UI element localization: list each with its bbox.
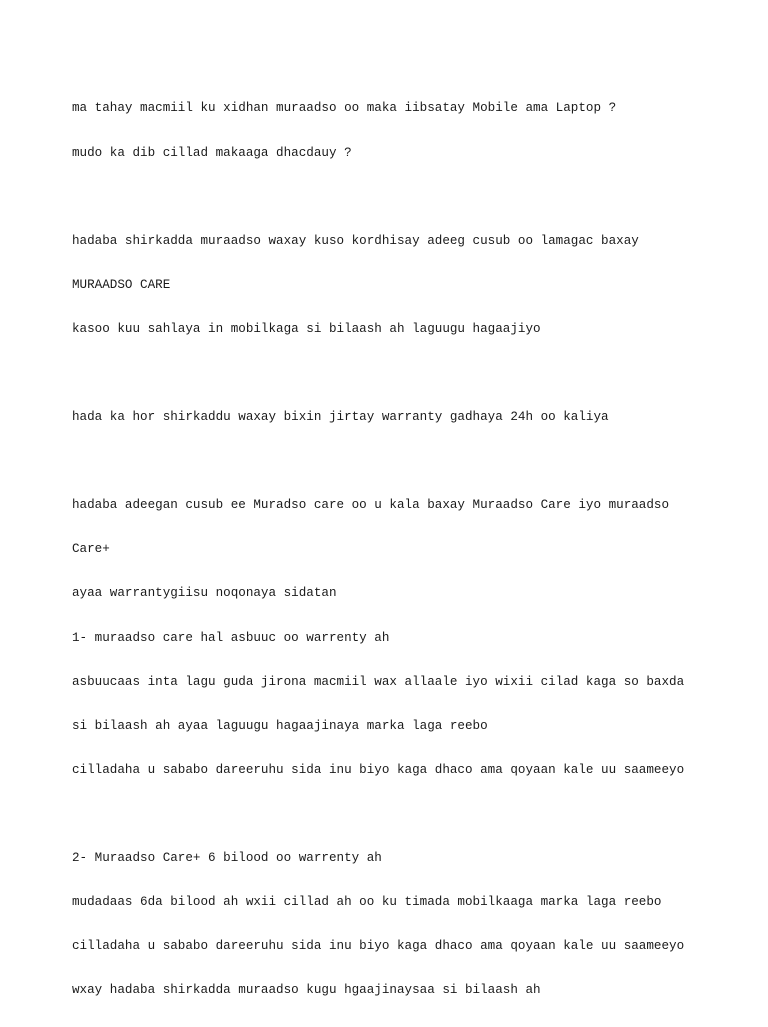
- text-line: hadaba shirkadda muraadso waxay kuso kordhisay adeeg cusub oo lamagac baxay: [72, 233, 639, 248]
- text-line: 2- Muraadso Care+ 6 bilood oo warrenty ah: [72, 851, 382, 865]
- text-line: cilladaha u sababo dareeruhu sida inu biyo kaga dhaco ama qoyaan kale uu saameeyo: [72, 762, 685, 777]
- text-line: wxay hadaba shirkadda muraadso kugu hgaajinaysaa si bilaash ah: [72, 983, 541, 998]
- text-line: ma tahay macmiil ku xidhan muraadso oo maka iibsatay Mobile ama Laptop ?: [72, 101, 617, 116]
- text-line: MURAADSO CARE: [72, 277, 171, 292]
- text-line: hada ka hor shirkaddu waxay bixin jirtay warranty gadhaya 24h oo kaliya: [72, 410, 609, 425]
- text-line: kasoo kuu sahlaya in mobilkaga si bilaash ah laguugu hagaajiyo: [72, 321, 541, 336]
- blank-line: [72, 190, 712, 205]
- blank-line: [72, 454, 712, 469]
- text-line: si bilaash ah ayaa laguugu hagaajinaya marka laga reebo: [72, 718, 488, 733]
- document-body: [72, 72, 712, 1027]
- blank-line: [72, 366, 712, 381]
- text-line: asbuucaas inta lagu guda jirona macmiil wax allaale iyo wixii cilad kaga so baxda: [72, 674, 685, 689]
- text-line: ayaa warrantygiisu noqonaya sidatan: [72, 586, 337, 601]
- text-line: mudadaas 6da bilood ah wxii cillad ah oo ku timada mobilkaaga marka laga reebo: [72, 895, 662, 910]
- text-line: cilladaha u sababo dareeruhu sida inu biyo kaga dhaco ama qoyaan kale uu saameeyo: [72, 939, 685, 954]
- text-line: mudo ka dib cillad makaaga dhacdauy ?: [72, 145, 352, 160]
- text-line: 1- muraadso care hal asbuuc oo warrenty ah: [72, 630, 390, 645]
- blank-line: [72, 807, 712, 822]
- text-line: hadaba adeegan cusub ee Muradso care oo u kala baxay Muraadso Care iyo muraadso: [72, 498, 670, 513]
- text-line: Care+: [72, 542, 110, 557]
